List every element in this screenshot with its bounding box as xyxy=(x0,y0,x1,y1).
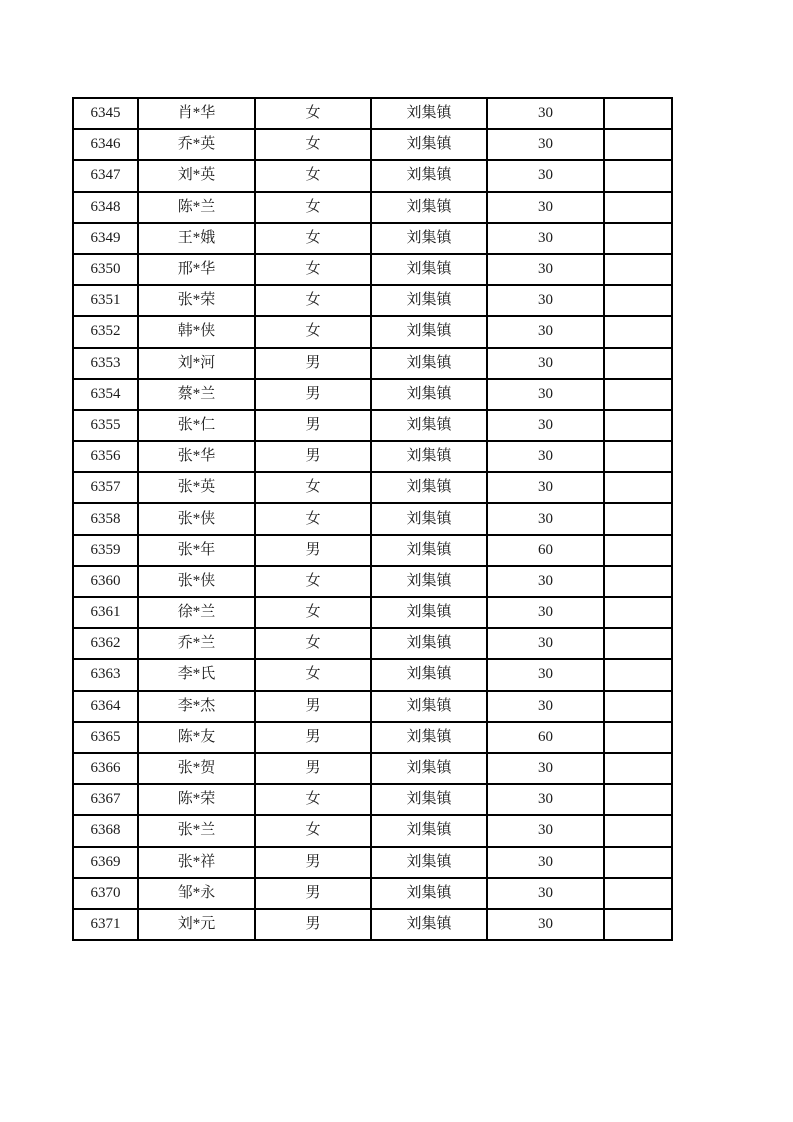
blank-cell xyxy=(604,815,672,846)
name-cell: 刘*元 xyxy=(138,909,255,940)
blank-cell xyxy=(604,129,672,160)
blank-cell xyxy=(604,878,672,909)
serial-cell: 6357 xyxy=(73,472,138,503)
name-cell: 张*祥 xyxy=(138,847,255,878)
town-cell: 刘集镇 xyxy=(371,316,487,347)
blank-cell xyxy=(604,909,672,940)
name-cell: 王*娥 xyxy=(138,223,255,254)
town-cell: 刘集镇 xyxy=(371,909,487,940)
table-row xyxy=(73,815,672,846)
blank-cell xyxy=(604,223,672,254)
quantity-cell: 30 xyxy=(487,691,604,722)
town-cell: 刘集镇 xyxy=(371,98,487,129)
table-row xyxy=(73,753,672,784)
table-row xyxy=(73,472,672,503)
town-cell: 刘集镇 xyxy=(371,753,487,784)
blank-cell xyxy=(604,254,672,285)
name-cell: 陈*友 xyxy=(138,722,255,753)
town-cell: 刘集镇 xyxy=(371,535,487,566)
name-cell: 陈*兰 xyxy=(138,192,255,223)
blank-cell xyxy=(604,535,672,566)
roster-table-body xyxy=(73,98,672,940)
blank-cell xyxy=(604,160,672,191)
table-row xyxy=(73,566,672,597)
gender-cell: 男 xyxy=(255,909,371,940)
table-row xyxy=(73,535,672,566)
serial-cell: 6345 xyxy=(73,98,138,129)
table-row xyxy=(73,597,672,628)
town-cell: 刘集镇 xyxy=(371,129,487,160)
gender-cell: 女 xyxy=(255,285,371,316)
serial-cell: 6371 xyxy=(73,909,138,940)
serial-cell: 6358 xyxy=(73,503,138,534)
town-cell: 刘集镇 xyxy=(371,722,487,753)
gender-cell: 男 xyxy=(255,847,371,878)
table-row xyxy=(73,628,672,659)
table-row xyxy=(73,691,672,722)
serial-cell: 6352 xyxy=(73,316,138,347)
serial-cell: 6356 xyxy=(73,441,138,472)
town-cell: 刘集镇 xyxy=(371,472,487,503)
table-row xyxy=(73,784,672,815)
serial-cell: 6355 xyxy=(73,410,138,441)
quantity-cell: 30 xyxy=(487,753,604,784)
blank-cell xyxy=(604,98,672,129)
gender-cell: 女 xyxy=(255,223,371,254)
town-cell: 刘集镇 xyxy=(371,691,487,722)
name-cell: 张*贺 xyxy=(138,753,255,784)
name-cell: 李*杰 xyxy=(138,691,255,722)
serial-cell: 6354 xyxy=(73,379,138,410)
quantity-cell: 30 xyxy=(487,160,604,191)
gender-cell: 男 xyxy=(255,379,371,410)
gender-cell: 女 xyxy=(255,254,371,285)
serial-cell: 6366 xyxy=(73,753,138,784)
town-cell: 刘集镇 xyxy=(371,784,487,815)
table-row xyxy=(73,379,672,410)
name-cell: 肖*华 xyxy=(138,98,255,129)
town-cell: 刘集镇 xyxy=(371,628,487,659)
table-row xyxy=(73,254,672,285)
name-cell: 张*华 xyxy=(138,441,255,472)
name-cell: 刘*英 xyxy=(138,160,255,191)
roster-table xyxy=(72,97,673,941)
serial-cell: 6364 xyxy=(73,691,138,722)
quantity-cell: 30 xyxy=(487,223,604,254)
quantity-cell: 30 xyxy=(487,566,604,597)
table-row xyxy=(73,410,672,441)
name-cell: 陈*荣 xyxy=(138,784,255,815)
serial-cell: 6360 xyxy=(73,566,138,597)
quantity-cell: 30 xyxy=(487,254,604,285)
table-row xyxy=(73,503,672,534)
serial-cell: 6363 xyxy=(73,659,138,690)
blank-cell xyxy=(604,503,672,534)
blank-cell xyxy=(604,722,672,753)
quantity-cell: 30 xyxy=(487,909,604,940)
quantity-cell: 30 xyxy=(487,410,604,441)
town-cell: 刘集镇 xyxy=(371,441,487,472)
quantity-cell: 30 xyxy=(487,597,604,628)
gender-cell: 男 xyxy=(255,535,371,566)
name-cell: 刘*河 xyxy=(138,348,255,379)
name-cell: 李*氏 xyxy=(138,659,255,690)
quantity-cell: 30 xyxy=(487,847,604,878)
serial-cell: 6369 xyxy=(73,847,138,878)
gender-cell: 女 xyxy=(255,98,371,129)
blank-cell xyxy=(604,566,672,597)
name-cell: 徐*兰 xyxy=(138,597,255,628)
gender-cell: 女 xyxy=(255,597,371,628)
table-row xyxy=(73,316,672,347)
blank-cell xyxy=(604,379,672,410)
quantity-cell: 30 xyxy=(487,316,604,347)
quantity-cell: 60 xyxy=(487,722,604,753)
town-cell: 刘集镇 xyxy=(371,379,487,410)
gender-cell: 男 xyxy=(255,441,371,472)
serial-cell: 6359 xyxy=(73,535,138,566)
quantity-cell: 30 xyxy=(487,472,604,503)
table-row xyxy=(73,847,672,878)
quantity-cell: 30 xyxy=(487,815,604,846)
serial-cell: 6362 xyxy=(73,628,138,659)
table-row xyxy=(73,441,672,472)
serial-cell: 6368 xyxy=(73,815,138,846)
blank-cell xyxy=(604,472,672,503)
gender-cell: 男 xyxy=(255,722,371,753)
blank-cell xyxy=(604,659,672,690)
name-cell: 张*英 xyxy=(138,472,255,503)
name-cell: 韩*侠 xyxy=(138,316,255,347)
name-cell: 张*年 xyxy=(138,535,255,566)
town-cell: 刘集镇 xyxy=(371,285,487,316)
town-cell: 刘集镇 xyxy=(371,192,487,223)
name-cell: 邢*华 xyxy=(138,254,255,285)
gender-cell: 女 xyxy=(255,628,371,659)
table-row xyxy=(73,659,672,690)
serial-cell: 6367 xyxy=(73,784,138,815)
blank-cell xyxy=(604,691,672,722)
serial-cell: 6346 xyxy=(73,129,138,160)
serial-cell: 6370 xyxy=(73,878,138,909)
quantity-cell: 30 xyxy=(487,285,604,316)
name-cell: 张*侠 xyxy=(138,503,255,534)
gender-cell: 女 xyxy=(255,784,371,815)
town-cell: 刘集镇 xyxy=(371,597,487,628)
quantity-cell: 30 xyxy=(487,628,604,659)
blank-cell xyxy=(604,597,672,628)
town-cell: 刘集镇 xyxy=(371,566,487,597)
table-row xyxy=(73,223,672,254)
town-cell: 刘集镇 xyxy=(371,659,487,690)
table-row xyxy=(73,722,672,753)
blank-cell xyxy=(604,753,672,784)
gender-cell: 男 xyxy=(255,691,371,722)
blank-cell xyxy=(604,441,672,472)
table-row xyxy=(73,160,672,191)
name-cell: 蔡*兰 xyxy=(138,379,255,410)
gender-cell: 女 xyxy=(255,192,371,223)
blank-cell xyxy=(604,348,672,379)
name-cell: 张*仁 xyxy=(138,410,255,441)
town-cell: 刘集镇 xyxy=(371,847,487,878)
quantity-cell: 30 xyxy=(487,98,604,129)
gender-cell: 女 xyxy=(255,815,371,846)
quantity-cell: 30 xyxy=(487,192,604,223)
name-cell: 张*侠 xyxy=(138,566,255,597)
quantity-cell: 30 xyxy=(487,503,604,534)
town-cell: 刘集镇 xyxy=(371,410,487,441)
table-row xyxy=(73,192,672,223)
gender-cell: 男 xyxy=(255,878,371,909)
blank-cell xyxy=(604,784,672,815)
town-cell: 刘集镇 xyxy=(371,878,487,909)
quantity-cell: 30 xyxy=(487,659,604,690)
quantity-cell: 30 xyxy=(487,348,604,379)
gender-cell: 女 xyxy=(255,503,371,534)
table-row xyxy=(73,348,672,379)
table-row xyxy=(73,909,672,940)
serial-cell: 6350 xyxy=(73,254,138,285)
blank-cell xyxy=(604,192,672,223)
name-cell: 张*荣 xyxy=(138,285,255,316)
quantity-cell: 30 xyxy=(487,878,604,909)
town-cell: 刘集镇 xyxy=(371,223,487,254)
quantity-cell: 30 xyxy=(487,379,604,410)
quantity-cell: 30 xyxy=(487,784,604,815)
table-row xyxy=(73,285,672,316)
blank-cell xyxy=(604,847,672,878)
blank-cell xyxy=(604,285,672,316)
gender-cell: 女 xyxy=(255,566,371,597)
serial-cell: 6351 xyxy=(73,285,138,316)
gender-cell: 女 xyxy=(255,160,371,191)
serial-cell: 6353 xyxy=(73,348,138,379)
serial-cell: 6361 xyxy=(73,597,138,628)
blank-cell xyxy=(604,316,672,347)
gender-cell: 女 xyxy=(255,659,371,690)
town-cell: 刘集镇 xyxy=(371,348,487,379)
table-row xyxy=(73,878,672,909)
gender-cell: 女 xyxy=(255,129,371,160)
town-cell: 刘集镇 xyxy=(371,503,487,534)
town-cell: 刘集镇 xyxy=(371,254,487,285)
gender-cell: 男 xyxy=(255,348,371,379)
name-cell: 乔*英 xyxy=(138,129,255,160)
town-cell: 刘集镇 xyxy=(371,160,487,191)
blank-cell xyxy=(604,410,672,441)
serial-cell: 6365 xyxy=(73,722,138,753)
town-cell: 刘集镇 xyxy=(371,815,487,846)
gender-cell: 女 xyxy=(255,316,371,347)
quantity-cell: 30 xyxy=(487,441,604,472)
table-row xyxy=(73,129,672,160)
serial-cell: 6349 xyxy=(73,223,138,254)
gender-cell: 男 xyxy=(255,410,371,441)
name-cell: 张*兰 xyxy=(138,815,255,846)
table-row xyxy=(73,98,672,129)
quantity-cell: 60 xyxy=(487,535,604,566)
gender-cell: 男 xyxy=(255,753,371,784)
serial-cell: 6347 xyxy=(73,160,138,191)
quantity-cell: 30 xyxy=(487,129,604,160)
name-cell: 乔*兰 xyxy=(138,628,255,659)
serial-cell: 6348 xyxy=(73,192,138,223)
name-cell: 邹*永 xyxy=(138,878,255,909)
gender-cell: 女 xyxy=(255,472,371,503)
blank-cell xyxy=(604,628,672,659)
